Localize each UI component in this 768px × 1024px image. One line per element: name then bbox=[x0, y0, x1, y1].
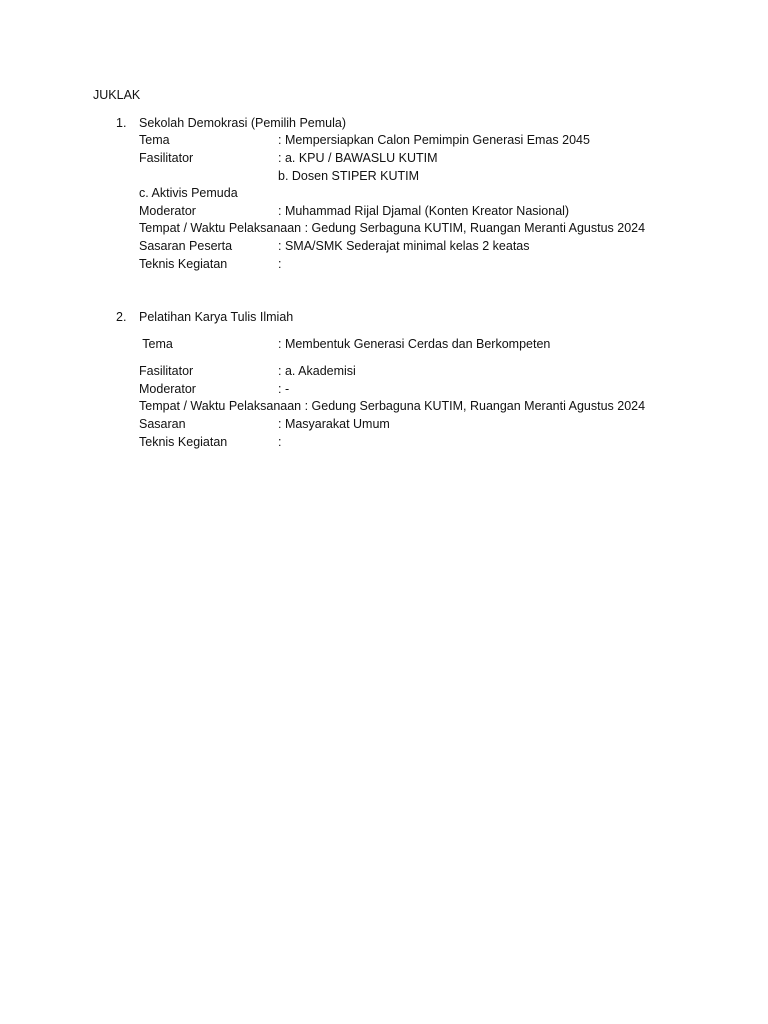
section-1-number: 1. bbox=[116, 116, 127, 130]
section-2-teknis-value: : bbox=[278, 435, 282, 449]
section-2-moderator-value: : - bbox=[278, 382, 290, 396]
section-2-heading: Pelatihan Karya Tulis Ilmiah bbox=[139, 310, 294, 324]
section-1-sasaran-label: Sasaran Peserta bbox=[139, 239, 233, 253]
section-1-fasilitator-value-c: c. Aktivis Pemuda bbox=[139, 186, 238, 200]
section-1-sasaran-value: : SMA/SMK Sederajat minimal kelas 2 keatas bbox=[278, 239, 530, 253]
section-1-fasilitator-label: Fasilitator bbox=[139, 151, 194, 165]
section-1-fasilitator-value-b: b. Dosen STIPER KUTIM bbox=[278, 169, 420, 183]
section-2-tempat-line: Tempat / Waktu Pelaksanaan : Gedung Serbaguna KUTIM, Ruangan Meranti Agustus 2024 bbox=[139, 399, 646, 413]
section-1-moderator-label: Moderator bbox=[139, 204, 196, 218]
section-2-fasilitator-value: : a. Akademisi bbox=[278, 364, 356, 378]
section-2-fasilitator-label: Fasilitator bbox=[139, 364, 194, 378]
section-1-fasilitator-value-a: : a. KPU / BAWASLU KUTIM bbox=[278, 151, 438, 165]
section-2-number: 2. bbox=[116, 310, 127, 324]
section-1-tema-value: : Mempersiapkan Calon Pemimpin Generasi Emas 2045 bbox=[278, 133, 590, 147]
document-title: JUKLAK bbox=[93, 88, 141, 102]
section-2-sasaran-label: Sasaran bbox=[139, 417, 186, 431]
section-2-teknis-label: Teknis Kegiatan bbox=[139, 435, 228, 449]
section-1-heading: Sekolah Demokrasi (Pemilih Pemula) bbox=[139, 116, 347, 130]
section-1-tema-label: Tema bbox=[139, 133, 170, 147]
section-2-tema-value: : Membentuk Generasi Cerdas dan Berkompeten bbox=[278, 337, 551, 351]
section-1-teknis-value: : bbox=[278, 257, 282, 271]
section-2-tema-label: Tema bbox=[139, 337, 173, 351]
section-2-moderator-label: Moderator bbox=[139, 382, 196, 396]
section-1-tempat-line: Tempat / Waktu Pelaksanaan : Gedung Serbaguna KUTIM, Ruangan Meranti Agustus 2024 bbox=[139, 221, 646, 235]
section-1-teknis-label: Teknis Kegiatan bbox=[139, 257, 228, 271]
section-2-sasaran-value: : Masyarakat Umum bbox=[278, 417, 390, 431]
section-1-moderator-value: : Muhammad Rijal Djamal (Konten Kreator Nasional) bbox=[278, 204, 570, 218]
